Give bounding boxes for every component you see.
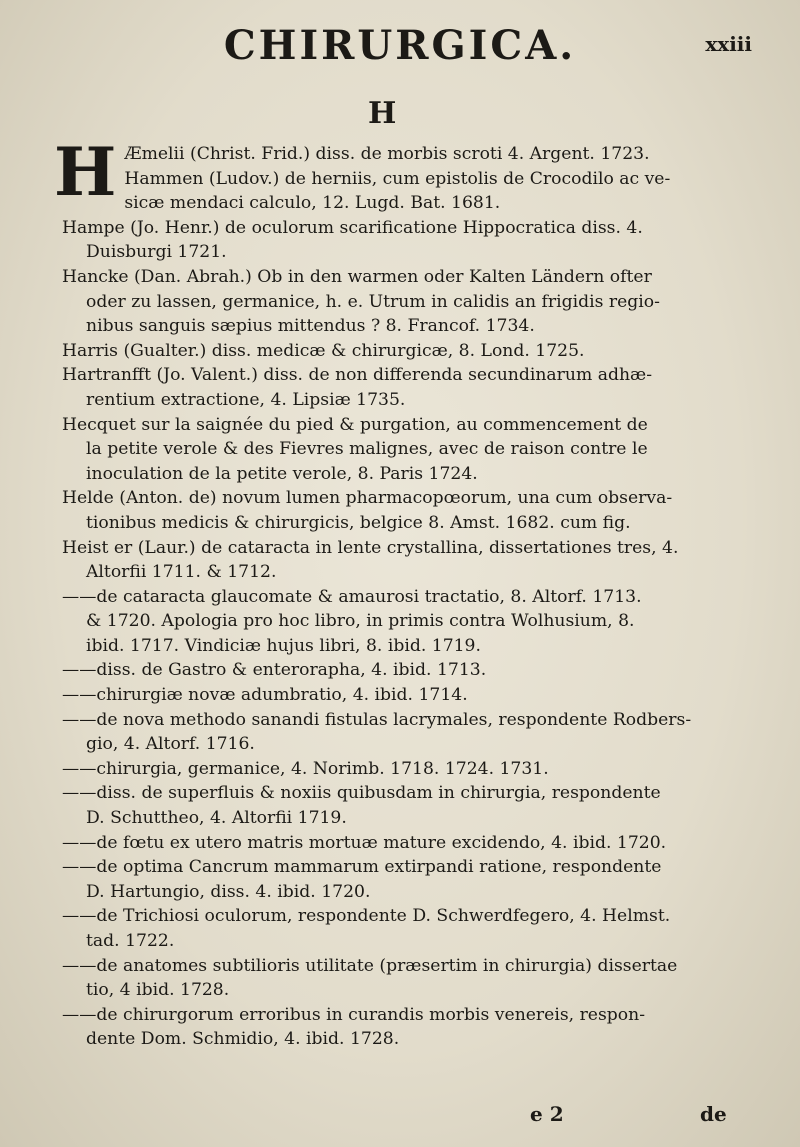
entry-line: Æmelii (Christ. Frid.) diss. de morbis scroti 4. Argent. 1723. — [124, 144, 650, 164]
entry-line: ——diss. de Gastro & enterorapha, 4. ibid. 1713. — [62, 660, 487, 681]
entry-line: ——de fœtu ex utero matris mortuæ mature excidendo, 4. ibid. 1720. — [62, 832, 667, 853]
bibliography-entry — [62, 658, 762, 683]
entry-line: Harris (Gualter.) diss. medicæ & chirurgicæ, 8. Lond. 1725. — [62, 340, 585, 361]
bibliography-entry — [62, 536, 762, 585]
bibliography-entry — [62, 486, 762, 535]
entry-line: ——de nova methodo sanandi fistulas lacrymales, respondente Rodbers- — [62, 709, 692, 730]
entry-line: Hammen (Ludov.) de herniis, cum epistolis de Crocodilo ac ve- — [124, 168, 671, 189]
bibliography-entry — [62, 831, 762, 856]
entry-line: inoculation de la petite verole, 8. Paris 1724. — [86, 463, 478, 484]
entry-line: Hampe (Jo. Henr.) de oculorum scarificatione Hippocratica diss. 4. — [62, 217, 643, 238]
entry-line: nibus sanguis sæpius mittendus ? 8. Francof. 1734. — [86, 316, 535, 337]
bibliography-entry — [62, 708, 762, 757]
entry-line: sicæ mendaci calculo, 12. Lugd. Bat. 1681. — [124, 193, 501, 214]
catchword: de — [700, 1102, 727, 1126]
entry-line: ——de anatomes subtilioris utilitate (præsertim in chirurgia) dissertae — [62, 955, 678, 976]
bibliography-entry — [62, 757, 762, 782]
entry-line: Duisburgi 1721. — [86, 242, 227, 263]
entry-line: ——de chirurgorum erroribus in curandis morbis venereis, respon- — [62, 1004, 645, 1025]
bibliography-entry — [62, 413, 762, 487]
entry-line: & 1720. Apologia pro hoc libro, in primis contra Wolhusium, 8. — [86, 611, 635, 632]
running-title: CHIRURGICA. — [223, 22, 577, 69]
entry-line: tad. 1722. — [86, 931, 175, 951]
bibliography-entry — [62, 781, 762, 830]
entry-line: gio, 4. Altorf. 1716. — [86, 734, 255, 755]
entry-line: Heist er (Laur.) de cataracta in lente crystallina, dissertationes tres, 4. — [62, 537, 679, 558]
bibliography-entry — [62, 855, 762, 904]
entry-line: ——de Trichiosi oculorum, respondente D. Schwerdfegero, 4. Helmst. — [62, 906, 671, 927]
drop-cap: H — [54, 133, 117, 211]
bibliography-entry — [62, 339, 762, 364]
bibliography-entries — [54, 133, 762, 1052]
entry-line: D. Schuttheo, 4. Altorfii 1719. — [86, 808, 347, 829]
entry-line: ——diss. de superfluis & noxiis quibusdam in chirurgia, respondente — [62, 783, 661, 804]
section-letter: H — [368, 96, 397, 131]
entry-line: Altorfii 1711. & 1712. — [86, 562, 277, 583]
entry-line: dente Dom. Schmidio, 4. ibid. 1728. — [86, 1029, 400, 1050]
bibliography-entry — [62, 585, 762, 659]
entry-line: Helde (Anton. de) novum lumen pharmacopœorum, una cum observa- — [62, 488, 673, 509]
entry-line: ——chirurgia, germanice, 4. Norimb. 1718. 1724. 1731. — [62, 758, 549, 779]
entry-line: ——de cataracta glaucomate & amaurosi tractatio, 8. Altorf. 1713. — [62, 586, 642, 607]
bibliography-entry — [62, 1003, 762, 1052]
entry-line: tio, 4 ibid. 1728. — [86, 980, 230, 1001]
entry-line: la petite verole & des Fievres malignes, avec de raison contre le — [86, 439, 648, 460]
bibliography-entry — [62, 216, 762, 265]
entry-line: ibid. 1717. Vindiciæ hujus libri, 8. ibid. 1719. — [86, 635, 481, 656]
entry-line: tionibus medicis & chirurgicis, belgice 8. Amst. 1682. cum fig. — [86, 512, 631, 533]
bibliography-entry — [62, 904, 762, 953]
entry-line: Hancke (Dan. Abrah.) Ob in den warmen oder Kalten Ländern ofter — [62, 266, 652, 287]
bibliography-entry — [62, 954, 762, 1003]
entry-line: Hartranfft (Jo. Valent.) diss. de non differenda secundinarum adhæ- — [62, 365, 653, 386]
bibliography-entry — [54, 133, 762, 216]
entry-line: rentium extractione, 4. Lipsiæ 1735. — [86, 389, 406, 410]
entry-line: ——chirurgiæ novæ adumbratio, 4. ibid. 1714. — [62, 685, 468, 706]
page-number: xxiii — [705, 32, 752, 56]
entry-line: oder zu lassen, germanice, h. e. Utrum in calidis an frigidis regio- — [86, 291, 660, 312]
bibliography-entry — [62, 265, 762, 339]
entry-line: Hecquet sur la saignée du pied & purgation, au commencement de — [62, 414, 648, 435]
entry-line: ——de optima Cancrum mammarum extirpandi ratione, respondente — [62, 857, 662, 878]
bibliography-entry — [62, 683, 762, 708]
signature-mark: e 2 — [530, 1102, 564, 1126]
bibliography-entry — [62, 363, 762, 412]
entry-line: D. Hartungio, diss. 4. ibid. 1720. — [86, 881, 371, 902]
